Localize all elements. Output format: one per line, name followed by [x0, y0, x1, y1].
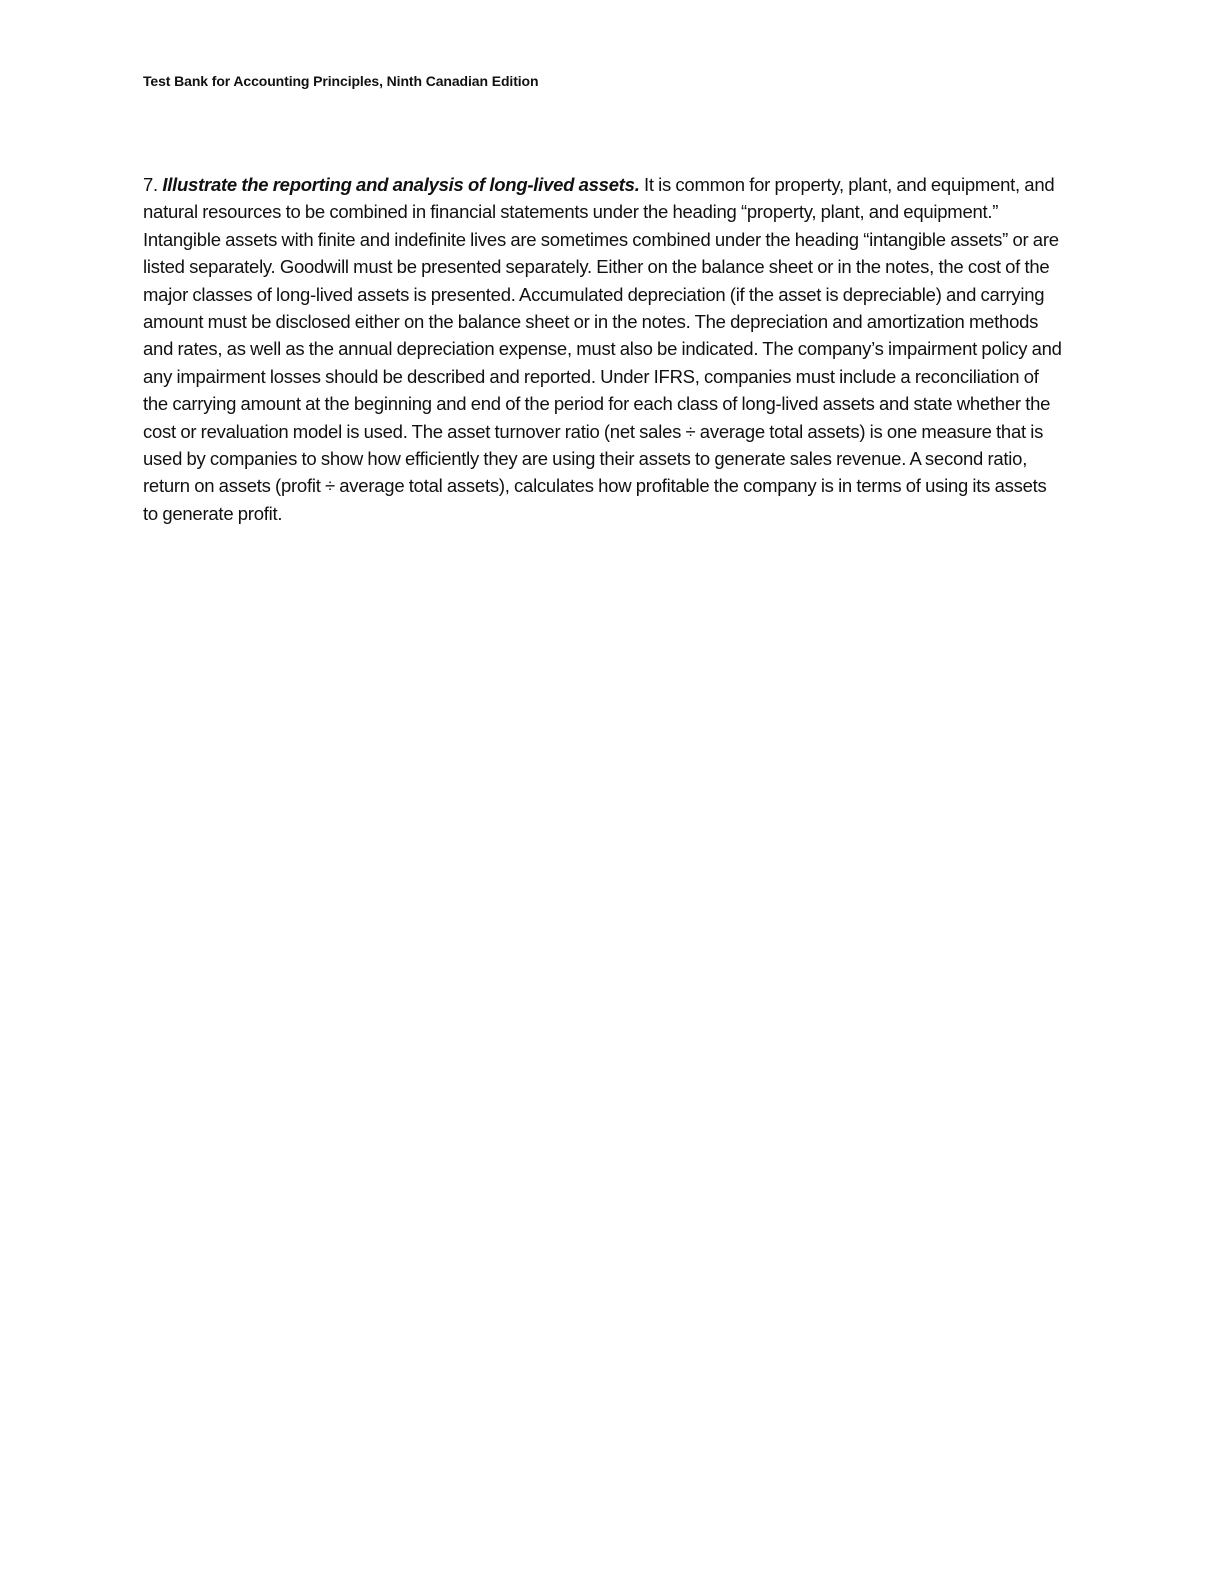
objective-heading: Illustrate the reporting and analysis of long-lived assets. [162, 174, 640, 195]
objective-number: 7. [143, 174, 158, 195]
objective-body: It is common for property, plant, and equipment, and natural resources to be combined in financial statements under the heading “property, plant, and equipment.” Intangible assets with finite and indefinite lives are sometimes combined under the heading “intangible assets” or are listed separately. Goodwill must be presented separately. Either on the balance sheet or in the notes, the cost of the major classes of long-lived assets is presented. Accumulated depreciation (if the asset is depreciable) and carrying amount must be disclosed either on the balance sheet or in the notes. The depreciation and amortization methods and rates, as well as the annual depreciation expense, must also be indicated. The company’s impairment policy and any impairment losses should be described and reported. Under IFRS, companies must include a reconciliation of the carrying amount at the beginning and end of the period for each class of long-lived assets and state whether the cost or revaluation model is used. The asset turnover ratio (net sales ÷ average total assets) is one measure that is used by companies to show how efficiently they are using their assets to generate sales revenue. A second ratio, return on assets (profit ÷ average total assets), calculates how profitable the company is in terms of using its assets to generate profit. [143, 174, 1062, 524]
running-header: Test Bank for Accounting Principles, Ninth Canadian Edition [143, 73, 539, 89]
learning-objective-paragraph [143, 171, 1065, 527]
